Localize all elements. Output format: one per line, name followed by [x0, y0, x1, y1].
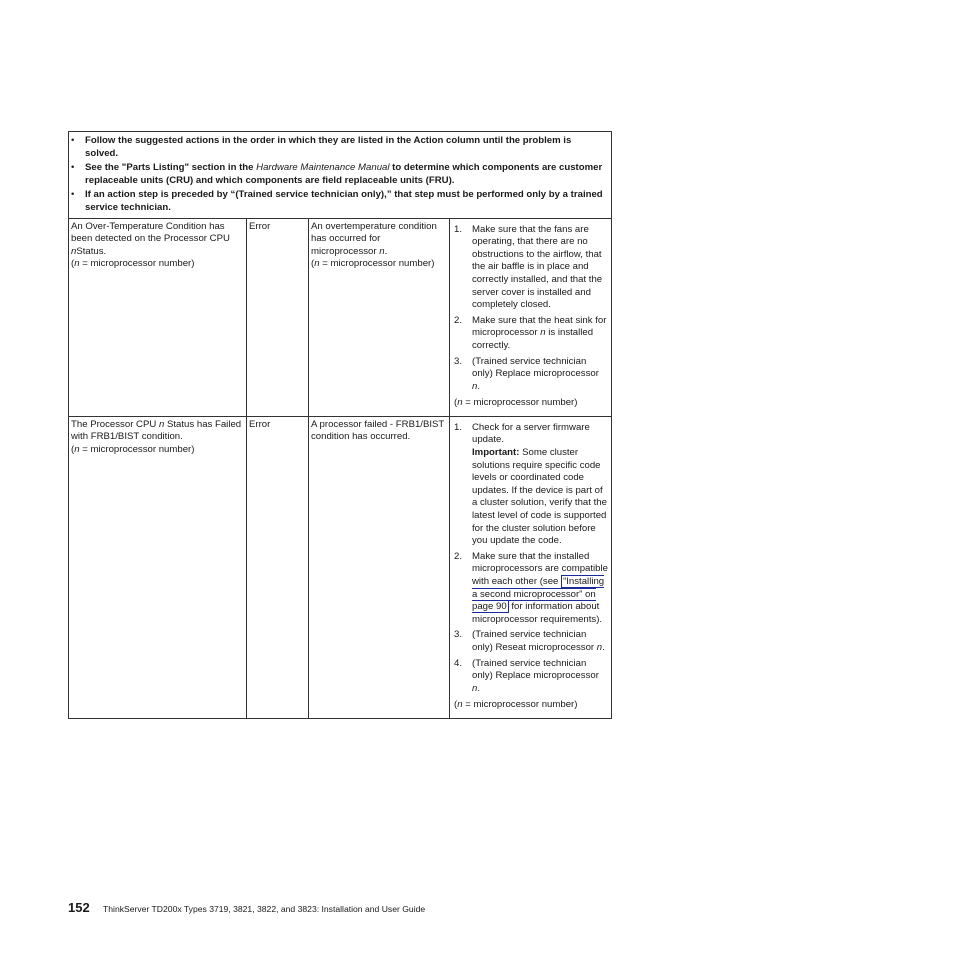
step-number: 4.: [454, 657, 463, 669]
running-footer-title: ThinkServer TD200x Types 3719, 3821, 3822, and 3823: Installation and User Guide: [103, 904, 426, 914]
step-text: [472, 422, 609, 548]
variable-note: = microprocessor number): [79, 258, 195, 270]
action-footnote: (n = microprocessor number): [454, 397, 578, 409]
step-number: 1.: [454, 223, 463, 235]
variable-n: n: [158, 418, 165, 430]
cross-reference-link[interactable]: “Installing a second microprocessor” on page 90: [472, 576, 605, 613]
message-text: An Over-Temperature Condition has been detected on the Processor CPU: [71, 220, 230, 245]
step-text-part: is installed correctly.: [472, 327, 594, 351]
action-footnote: (n = microprocessor number): [454, 699, 578, 711]
bullet: •: [71, 135, 75, 146]
notes-row: [69, 132, 612, 219]
error-message-table: [68, 131, 612, 719]
variable-n: n: [596, 641, 603, 653]
footnote-text: = microprocessor number): [462, 397, 578, 409]
note-text: If an action step is preceded by “(Trained service technician only),” that step must be performed only by a trained service technician.: [85, 189, 603, 213]
message-text: Status.: [76, 245, 107, 257]
bullet: •: [71, 162, 75, 174]
type-cell: [247, 218, 309, 416]
explanation-text: A processor failed - FRB1/BIST condition has occurred.: [311, 418, 445, 443]
step-text: [472, 658, 609, 696]
manual-title: Hardware Maintenance Manual: [256, 162, 390, 174]
step-text-part: .: [602, 641, 605, 653]
step-text-part: Make sure that the heat sink for microprocessor: [472, 314, 607, 339]
variable-n: n: [457, 397, 463, 409]
variable-note: = microprocessor number): [319, 258, 435, 270]
important-label: Important:: [472, 447, 520, 459]
action-step: [452, 224, 609, 312]
message-text: Status has Failed with FRB1/BIST condition.: [71, 418, 242, 443]
type-cell: [247, 416, 309, 718]
type-text: Error: [249, 220, 271, 232]
step-number: 3.: [454, 355, 463, 367]
bullet: •: [71, 189, 75, 201]
step-text: [472, 356, 609, 394]
note-item: [71, 189, 607, 214]
action-cell: [450, 218, 612, 416]
variable-n: n: [379, 245, 385, 257]
explanation-text: An overtemperature condition has occurred for microprocessor: [311, 220, 437, 257]
note-text: Follow the suggested actions in the order in which they are listed in the Action column until the problem is solved.: [85, 135, 572, 159]
explanation-cell: An overtemperature condition has occurred for microprocessor n. (n = microprocessor number): [309, 218, 450, 416]
action-list: [452, 224, 609, 394]
action-step: [452, 315, 609, 353]
important-text: Some cluster solutions require specific code levels or coordinated code updates. If the device is part of a cluster solution, verify that the latest level of code is supported for the cluster solution before you update the code.: [472, 447, 607, 547]
action-list: [452, 422, 609, 695]
variable-n: n: [472, 380, 478, 392]
step-number: 1.: [454, 421, 463, 433]
step-text-part: .: [477, 380, 481, 392]
explanation-text: .: [384, 245, 388, 257]
step-text-part: for information about microprocessor requirements).: [472, 601, 603, 625]
note-text: [85, 162, 607, 187]
step-number: 3.: [454, 629, 463, 641]
variable-n: n: [540, 327, 546, 339]
explanation-cell: [309, 416, 450, 718]
table-row: [69, 218, 612, 416]
note-text-part: See the "Parts Listing" section in the: [85, 162, 257, 174]
action-step: [452, 629, 609, 654]
step-text-part: .: [477, 682, 481, 694]
note-item: [71, 162, 607, 187]
step-text-part: (Trained service technician only) Reseat microprocessor: [472, 629, 597, 653]
note-text-part: to determine which components are customer replaceable units (CRU) and which components are field replaceable units (FRU).: [85, 162, 603, 186]
page-number: 152: [68, 900, 90, 915]
step-text-part: Make sure that the installed microprocessors are compatible with each other (see: [472, 550, 608, 587]
step-text: [472, 551, 609, 627]
note-item: [71, 135, 607, 160]
table-row: [69, 416, 612, 718]
action-step: [452, 356, 609, 394]
message-cell: The Processor CPU n Status has Failed with FRB1/BIST condition. (n = microprocessor number): [69, 416, 247, 718]
message-text: The Processor CPU: [71, 418, 159, 430]
variable-n: n: [71, 245, 77, 257]
step-text: Make sure that the fans are operating, that there are no obstructions to the airflow, that the air baffle is in place and correctly installed, and that the server cover is installed and completely closed.: [472, 223, 603, 311]
variable-n: n: [314, 258, 320, 270]
step-number: 2.: [454, 314, 463, 326]
step-text: [472, 315, 609, 353]
step-text: [472, 629, 609, 654]
action-step: [452, 551, 609, 627]
action-step: [452, 658, 609, 696]
variable-n: n: [457, 699, 463, 711]
notes-cell: [69, 132, 612, 219]
action-cell: [450, 416, 612, 718]
type-text: Error: [249, 418, 271, 430]
variable-n: n: [74, 258, 80, 270]
footnote-text: = microprocessor number): [462, 699, 578, 711]
variable-note: = microprocessor number): [79, 444, 195, 456]
step-number: 2.: [454, 550, 463, 562]
variable-n: n: [472, 682, 478, 694]
action-step: [452, 422, 609, 548]
variable-n: n: [74, 444, 80, 456]
step-text-part: Check for a server firmware update.: [472, 421, 590, 446]
message-cell: An Over-Temperature Condition has been detected on the Processor CPU nStatus. (n = microprocessor number): [69, 218, 247, 416]
step-text-part: (Trained service technician only) Replace microprocessor: [472, 657, 599, 682]
step-text-part: (Trained service technician only) Replace microprocessor: [472, 355, 599, 380]
